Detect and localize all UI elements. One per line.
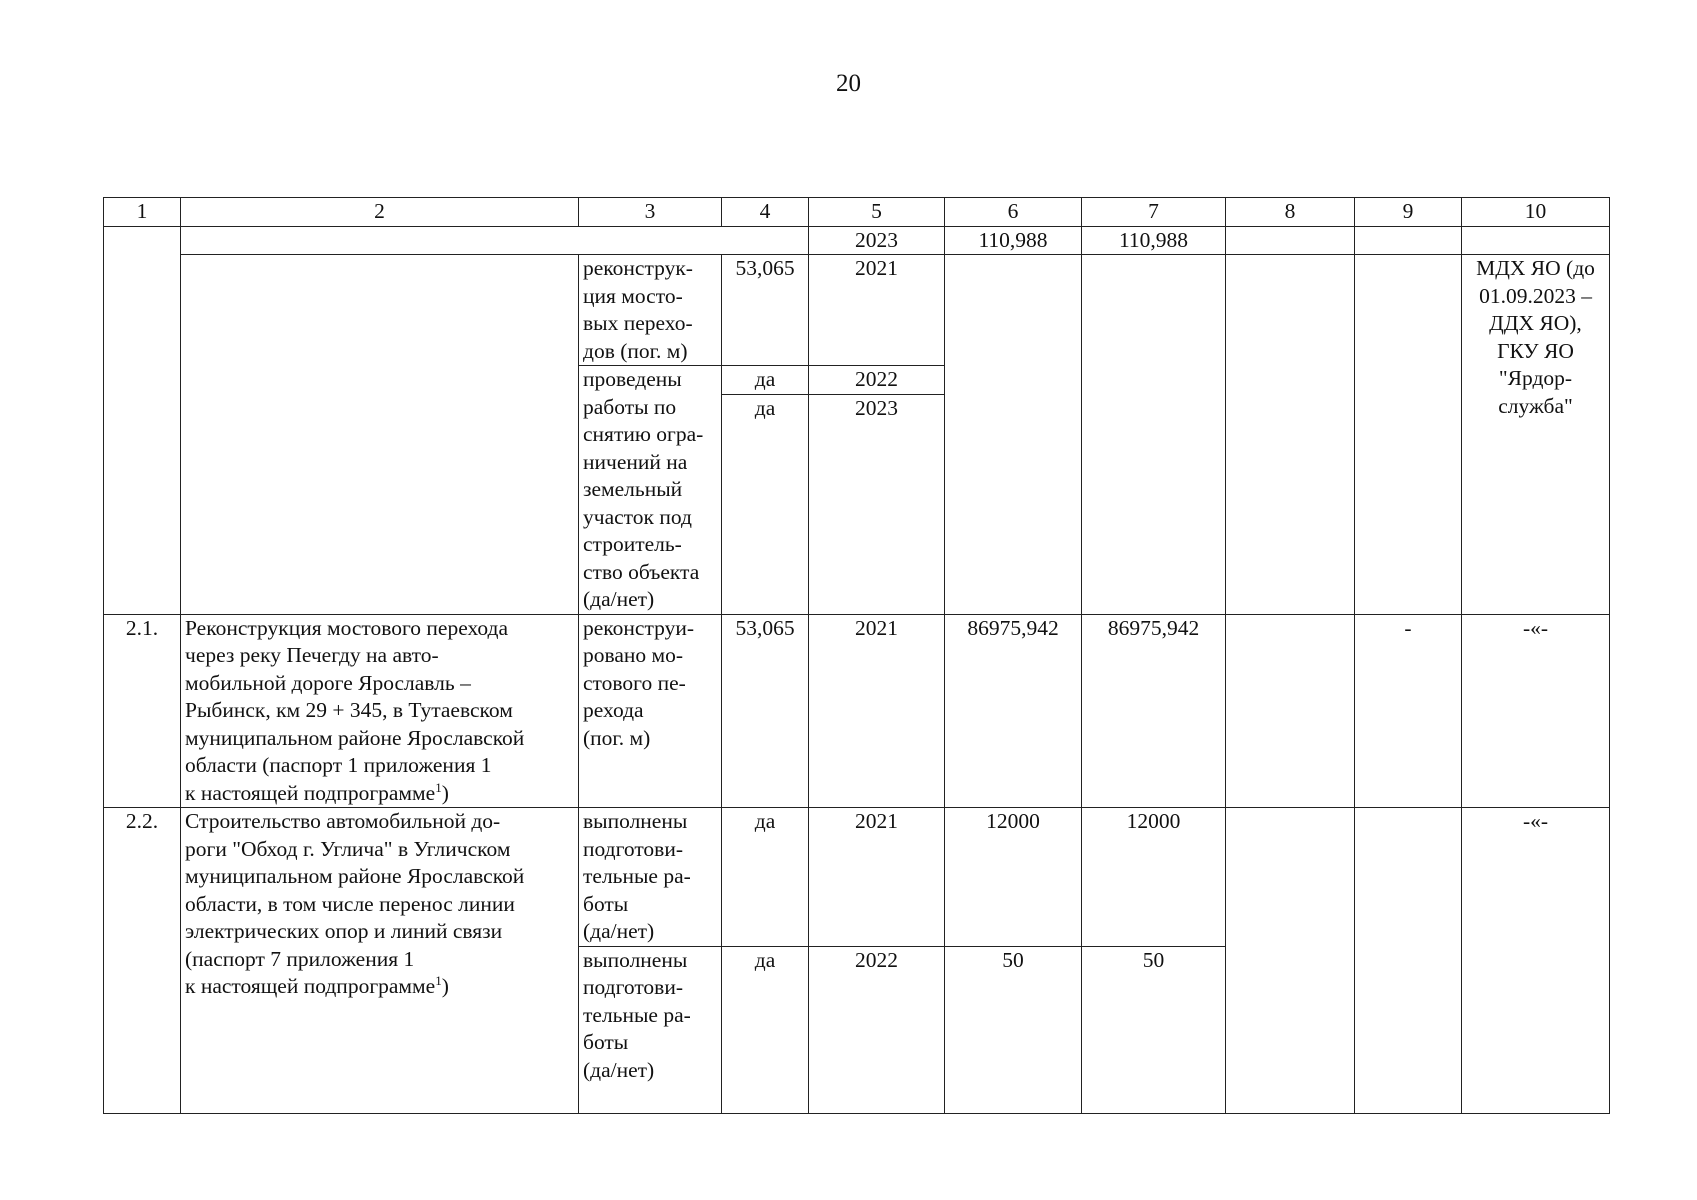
indicator-cell: выполнены подготови- тельные ра- боты (да/нет) [579, 946, 722, 1113]
amount-cell: 12000 [945, 808, 1082, 947]
executor-cell: -«- [1462, 614, 1610, 808]
header-cell: 4 [722, 198, 809, 227]
header-cell: 3 [579, 198, 722, 227]
col9-cell: - [1355, 614, 1462, 808]
program-table [103, 197, 1610, 1114]
empty-cell [1226, 226, 1355, 255]
year-cell: 2022 [809, 366, 945, 395]
header-cell: 7 [1082, 198, 1226, 227]
object-name-end: ) [441, 974, 449, 998]
indicator-cell: реконструк- ция мосто- вых перехо- дов (пог. м) [579, 255, 722, 366]
indicator-cell: выполнены подготови- тельные ра- боты (да/нет) [579, 808, 722, 947]
empty-cell [1082, 255, 1226, 615]
header-cell: 9 [1355, 198, 1462, 227]
empty-cell [1226, 808, 1355, 1114]
header-cell: 8 [1226, 198, 1355, 227]
empty-cell [181, 226, 809, 255]
year-cell: 2022 [809, 946, 945, 1113]
empty-cell [1355, 808, 1462, 1114]
header-cell: 6 [945, 198, 1082, 227]
empty-cell [1355, 255, 1462, 615]
object-name: Строительство автомобильной до- роги "Обход г. Углича" в Угличском муниципальном районе Ярославской области, в том числе перенос линии электрических опор и линий связи (паспорт 7 приложения 1 к настоящей подпрограмме [185, 809, 525, 998]
indicator-cell: проведены работы по снятию огра- ничений на земельный участок под строитель- ство объекта (да/нет) [579, 366, 722, 615]
footnote-mark: 1 [435, 972, 442, 988]
object-name-cell [181, 614, 579, 808]
year-cell: 2021 [809, 255, 945, 366]
summary-year: 2023 [809, 226, 945, 255]
indicator-cell: реконструи- ровано мо- стового пе- рехода (пог. м) [579, 614, 722, 808]
empty-cell [1462, 226, 1610, 255]
empty-number-cell [104, 226, 181, 614]
object-name-cell [181, 808, 579, 1114]
empty-cell [1355, 226, 1462, 255]
empty-cell [1226, 255, 1355, 615]
value-cell: да [722, 366, 809, 395]
row-number: 2.2. [104, 808, 181, 1114]
header-cell: 5 [809, 198, 945, 227]
amount-cell: 12000 [1082, 808, 1226, 947]
continued-row [104, 255, 1610, 366]
year-cell: 2021 [809, 808, 945, 947]
table-row [104, 614, 1610, 808]
row-number: 2.1. [104, 614, 181, 808]
amount-cell: 50 [945, 946, 1082, 1113]
empty-cell [181, 255, 579, 615]
header-cell: 1 [104, 198, 181, 227]
value-cell: 53,065 [722, 614, 809, 808]
executor-cell: МДХ ЯО (до 01.09.2023 – ДДХ ЯО), ГКУ ЯО "Ярдор- служба" [1462, 255, 1610, 615]
value-cell: да [722, 808, 809, 947]
amount-cell: 50 [1082, 946, 1226, 1113]
value-cell: да [722, 394, 809, 614]
footnote-mark: 1 [435, 779, 442, 795]
summary-col6: 110,988 [945, 226, 1082, 255]
amount-cell: 86975,942 [1082, 614, 1226, 808]
header-cell: 10 [1462, 198, 1610, 227]
value-cell: да [722, 946, 809, 1113]
header-cell: 2 [181, 198, 579, 227]
empty-cell [1226, 614, 1355, 808]
year-cell: 2021 [809, 614, 945, 808]
object-name: Реконструкция мостового перехода через реку Печегду на авто- мобильной дороге Ярославль – Рыбинск, км 29 + 345, в Тутаевском муниципальном районе Ярославской области (паспорт 1 приложения 1 к настоящей подпрограмме [185, 615, 525, 805]
table-row [104, 808, 1610, 947]
value-cell: 53,065 [722, 255, 809, 366]
empty-cell [945, 255, 1082, 615]
executor-cell: -«- [1462, 808, 1610, 1114]
amount-cell: 86975,942 [945, 614, 1082, 808]
page-number: 20 [836, 70, 861, 97]
header-row [104, 198, 1610, 227]
summary-col7: 110,988 [1082, 226, 1226, 255]
summary-row [104, 226, 1610, 255]
year-cell: 2023 [809, 394, 945, 614]
object-name-end: ) [441, 780, 449, 805]
